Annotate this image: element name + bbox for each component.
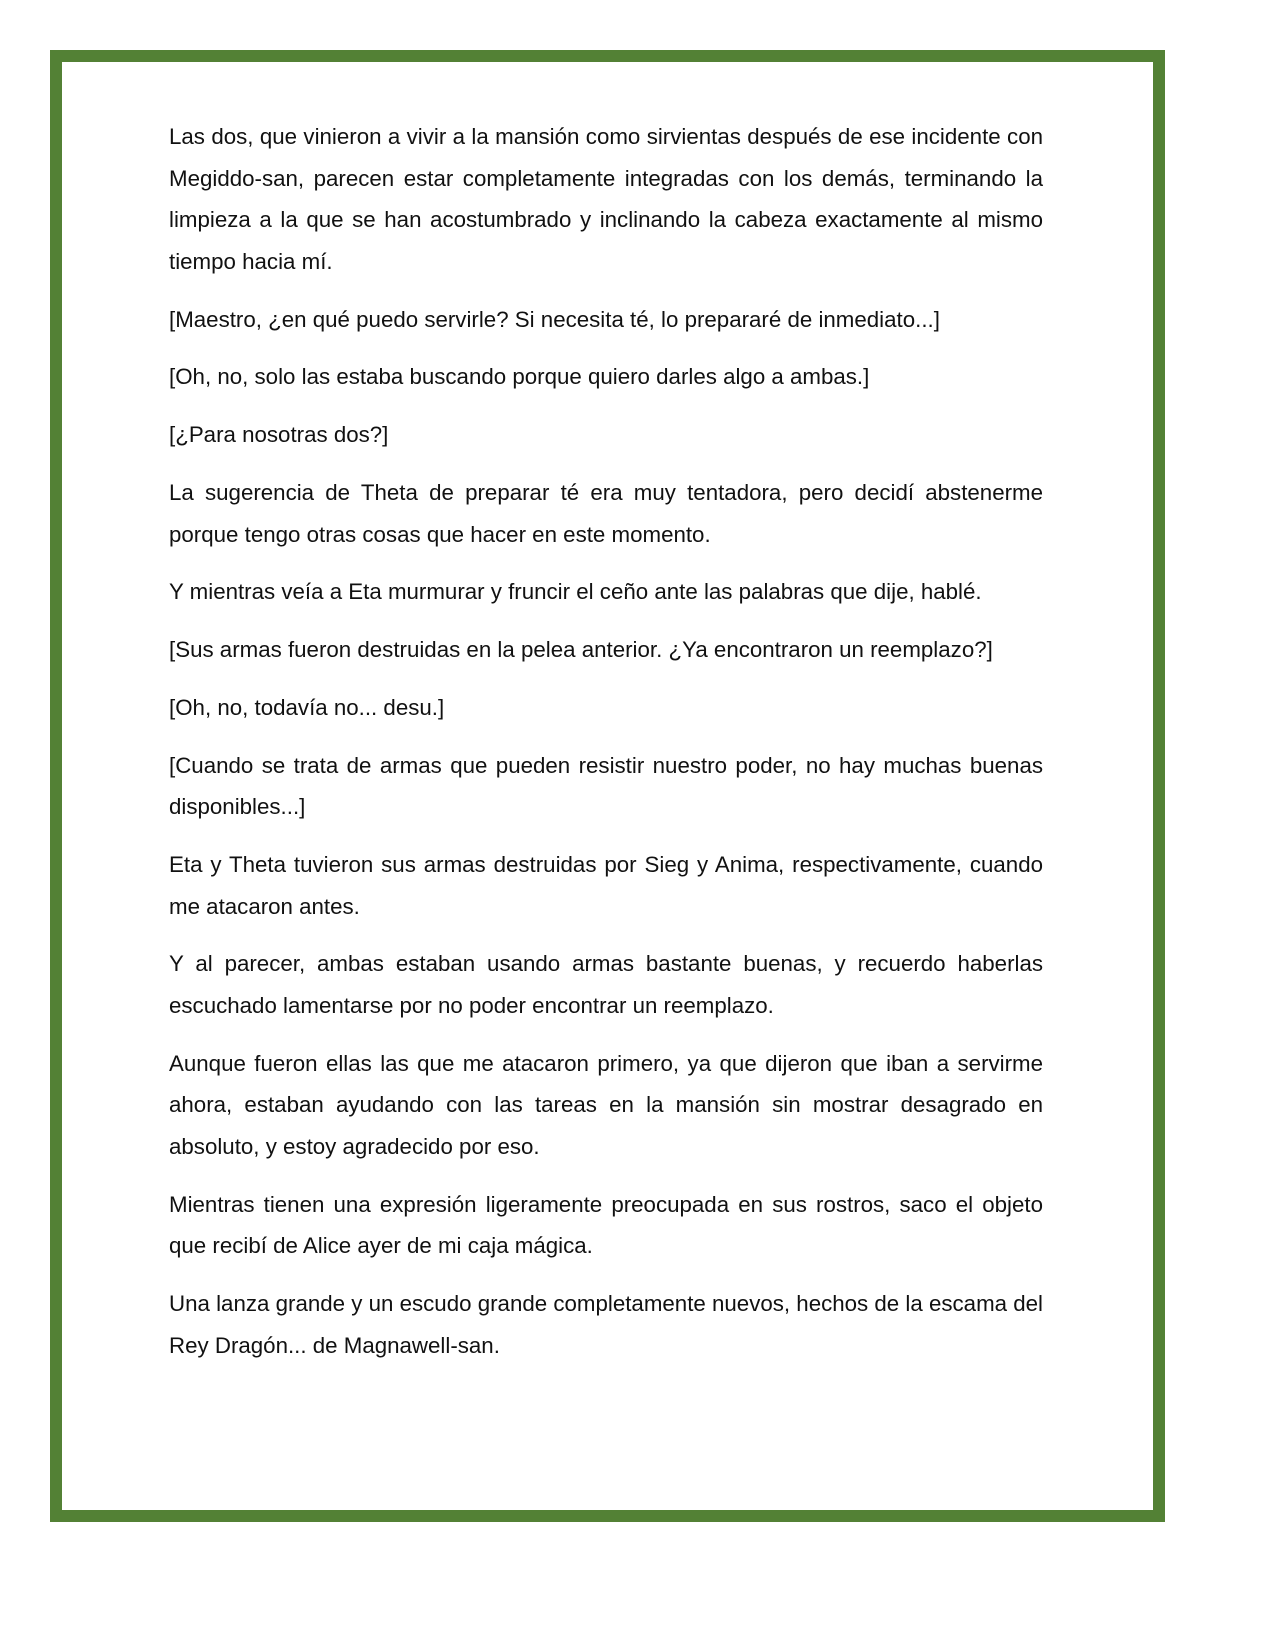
paragraph: Eta y Theta tuvieron sus armas destruidas por Sieg y Anima, respectivamente, cuando me atacaron antes.: [169, 852, 1043, 919]
paragraph: [¿Para nosotras dos?]: [169, 422, 389, 448]
paragraph: [Oh, no, todavía no... desu.]: [169, 694, 445, 720]
paragraph: [Oh, no, solo las estaba buscando porque quiero darles algo a ambas.]: [169, 364, 870, 390]
document-body: [169, 116, 1043, 1382]
paragraph: La sugerencia de Theta de preparar té era muy tentadora, pero decidí abstenerme porque tengo otras cosas que hacer en este momento.: [169, 479, 1043, 547]
paragraph: Las dos, que vinieron a vivir a la mansión como sirvientas después de ese incidente con Megiddo-san, parecen estar completamente integradas con los demás, terminando la limpieza a la que se han acostumbrado y inclinando la cabeza exactamente al mismo tiempo hacia mí.: [169, 124, 1043, 274]
paragraph: Una lanza grande y un escudo grande completamente nuevos, hechos de la escama del Rey Dragón... de Magnawell-san.: [169, 1291, 1043, 1358]
paragraph: Mientras tienen una expresión ligeramente preocupada en sus rostros, saco el objeto que recibí de Alice ayer de mi caja mágica.: [169, 1191, 1043, 1259]
paragraph: Y al parecer, ambas estaban usando armas bastante buenas, y recuerdo haberlas escuchado lamentarse por no poder encontrar un reemplazo.: [169, 951, 1043, 1018]
paragraph: Aunque fueron ellas las que me atacaron primero, ya que dijeron que iban a servirme ahora, estaban ayudando con las tareas en la mansión sin mostrar desagrado en absoluto, y estoy agradecido por eso.: [169, 1050, 1043, 1159]
paragraph: Y mientras veía a Eta murmurar y fruncir el ceño ante las palabras que dije, hablé.: [169, 579, 982, 605]
paragraph: [Maestro, ¿en qué puedo servirle? Si necesita té, lo prepararé de inmediato...]: [169, 306, 940, 332]
paragraph: [Cuando se trata de armas que pueden resistir nuestro poder, no hay muchas buenas disponibles...]: [169, 752, 1043, 820]
paragraph: [Sus armas fueron destruidas en la pelea anterior. ¿Ya encontraron un reemplazo?]: [169, 637, 993, 663]
